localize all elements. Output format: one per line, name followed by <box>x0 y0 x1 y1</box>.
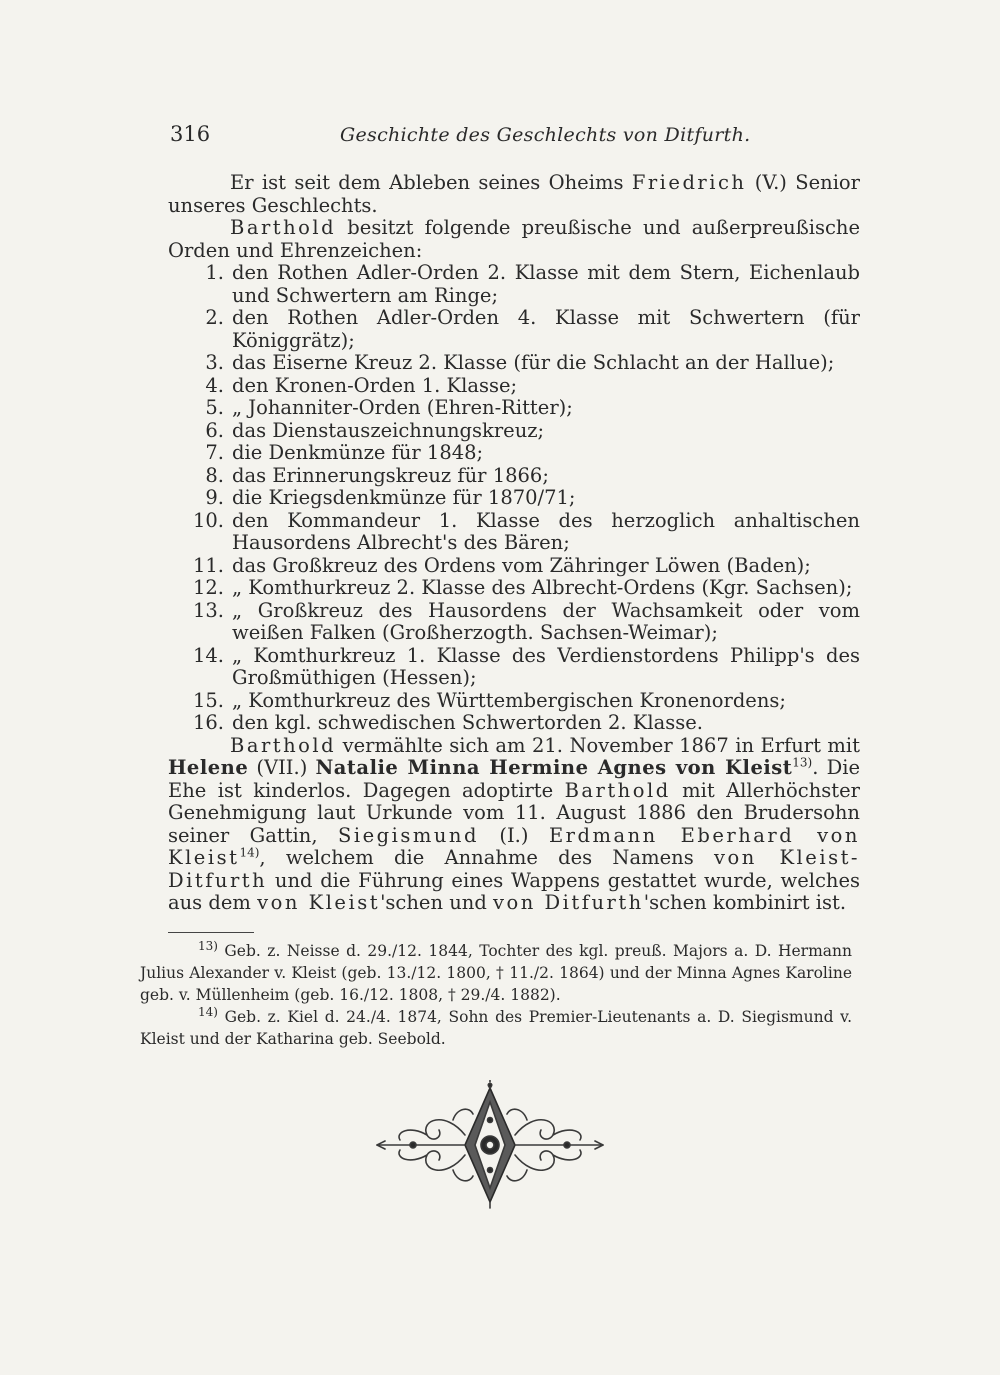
list-item <box>168 465 860 488</box>
list-text: den Kronen-Orden 1. Klasse; <box>232 373 518 397</box>
list-number: 8. <box>205 463 224 487</box>
person-name: Erdmann Eberhard von Kleist <box>168 823 860 869</box>
list-text: den Rothen Adler-Orden 2. Klasse mit dem Stern, Eichenlaub und Schwertern am Ringe; <box>232 261 860 307</box>
footnote <box>140 1006 852 1050</box>
running-head <box>0 122 1000 152</box>
list-item <box>168 352 860 375</box>
list-number: 6. <box>205 418 224 442</box>
list-number: 9. <box>205 486 224 509</box>
bride-name: Helene <box>168 756 249 779</box>
footnote-divider <box>168 932 254 933</box>
list-text: „ Komthurkreuz 2. Klasse des Albrecht-Ordens (Kgr. Sachsen); <box>232 576 853 599</box>
paragraph-text: , welchem die Annahme des Namens <box>259 846 714 869</box>
list-number: 2. <box>205 306 224 329</box>
paragraph-text: und die Führung eines Wappens gestattet wurde, welches aus dem <box>168 868 860 914</box>
list-item <box>168 555 860 578</box>
intro-text: (V.) Senior unseres Geschlechts. <box>168 171 860 217</box>
paragraph-text: (VII.) <box>248 756 316 779</box>
body-text <box>168 172 860 915</box>
list-text: das Großkreuz des Ordens vom Zähringer Löwen (Baden); <box>232 553 811 577</box>
paragraph-text: vermählte sich am 21. November 1867 in Erfurt mit <box>336 733 860 757</box>
paragraph-text: . Die Ehe ist kinderlos. Dagegen adoptirte <box>168 756 860 802</box>
orders-list <box>168 262 860 735</box>
person-name: Barthold <box>564 778 671 802</box>
paragraph-text: 'schen kombinirt ist. <box>643 891 847 914</box>
list-text: die Kriegsdenkmünze für 1870/71; <box>232 486 576 509</box>
person-name: von Kleist <box>257 891 381 914</box>
footnote-reference: 13) <box>792 755 813 770</box>
person-name: Barthold <box>230 733 337 757</box>
list-number: 7. <box>205 441 224 464</box>
person-name: Siegismund <box>337 823 479 847</box>
footnote-marker: 14) <box>198 1004 218 1019</box>
list-number: 4. <box>205 373 224 397</box>
list-item <box>168 375 860 398</box>
list-item <box>168 645 860 690</box>
footnotes <box>140 940 852 1050</box>
list-item <box>168 577 860 600</box>
running-title: Geschichte des Geschlechts von Ditfurth. <box>340 124 751 146</box>
paragraph-text: (I.) <box>478 823 549 847</box>
paragraph-text: 'schen und <box>380 891 494 914</box>
list-number: 3. <box>205 351 224 374</box>
list-item <box>168 690 860 713</box>
intro-text: Er ist seit dem Ableben seines Oheims <box>230 171 632 194</box>
person-name: Barthold <box>230 216 337 239</box>
list-text: die Denkmünze für 1848; <box>232 441 484 464</box>
footnote-reference: 14) <box>239 845 260 860</box>
list-number: 1. <box>205 261 224 284</box>
marriage-paragraph <box>168 735 860 915</box>
intro-paragraph <box>168 172 860 217</box>
person-name: Friedrich <box>631 171 747 194</box>
page-number: 316 <box>170 122 211 146</box>
list-text: den kgl. schwedischen Schwertorden 2. Klasse. <box>232 711 703 734</box>
list-item <box>168 510 860 555</box>
orders-intro-text: besitzt folgende preußische und außerpreußische Orden und Ehrenzeichen: <box>168 216 860 262</box>
list-number: 13. <box>192 598 224 622</box>
list-text: das Erinnerungskreuz für 1866; <box>232 463 549 487</box>
person-name: von Ditfurth <box>493 891 644 914</box>
list-text: „ Johanniter-Orden (Ehren-Ritter); <box>232 396 573 419</box>
list-number: 11. <box>192 553 224 577</box>
bride-name: Natalie Minna Hermine Agnes von Kleist <box>315 756 793 779</box>
orders-intro-paragraph <box>168 217 860 262</box>
floral-vignette-icon <box>365 1080 615 1210</box>
footnote-text: Geb. z. Neisse d. 29./12. 1844, Tochter des kgl. preuß. Majors a. D. Hermann Julius Alexander v. Kleist (geb. 13./12. 1800, † 11./2. 1864) und der Minna Agnes Karoline geb. v. Müllenheim (geb. 16./12. 1808, † 29./4. 1882). <box>140 942 852 1004</box>
paragraph-text: mit Allerhöchster Genehmigung laut Urkunde vom 11. August 1886 den Brudersohn seiner Gattin, <box>168 778 860 847</box>
list-item <box>168 442 860 465</box>
list-text: das Dienstauszeichnungskreuz; <box>232 418 545 442</box>
list-item <box>168 712 860 735</box>
list-item <box>168 600 860 645</box>
list-text: den Rothen Adler-Orden 4. Klasse mit Schwertern (für Königgrätz); <box>232 306 860 352</box>
list-number: 15. <box>192 688 224 712</box>
footnote-text: Geb. z. Kiel d. 24./4. 1874, Sohn des Premier-Lieutenants a. D. Siegismund v. Kleist und der Katharina geb. Seebold. <box>140 1008 852 1048</box>
footnote <box>140 940 852 1006</box>
list-number: 14. <box>192 643 224 667</box>
list-number: 5. <box>205 396 224 419</box>
list-item <box>168 307 860 352</box>
list-text: „ Komthurkreuz 1. Klasse des Verdienstordens Philipp's des Großmüthigen (Hessen); <box>232 643 860 689</box>
list-item <box>168 487 860 510</box>
list-item <box>168 420 860 443</box>
list-number: 16. <box>192 711 224 734</box>
list-item <box>168 262 860 307</box>
list-text: „ Großkreuz des Hausordens der Wachsamkeit oder vom weißen Falken (Großherzogth. Sachsen-Weimar); <box>232 598 860 644</box>
person-name: von Kleist-Ditfurth <box>168 846 860 892</box>
footnote-marker: 13) <box>198 938 218 953</box>
list-number: 10. <box>192 508 224 532</box>
list-text: „ Komthurkreuz des Württembergischen Kronenordens; <box>232 688 786 712</box>
list-text: den Kommandeur 1. Klasse des herzoglich anhaltischen Hausordens Albrecht's des Bären; <box>232 508 860 554</box>
list-text: das Eiserne Kreuz 2. Klasse (für die Schlacht an der Hallue); <box>232 351 835 374</box>
list-item <box>168 397 860 420</box>
list-number: 12. <box>192 576 224 599</box>
